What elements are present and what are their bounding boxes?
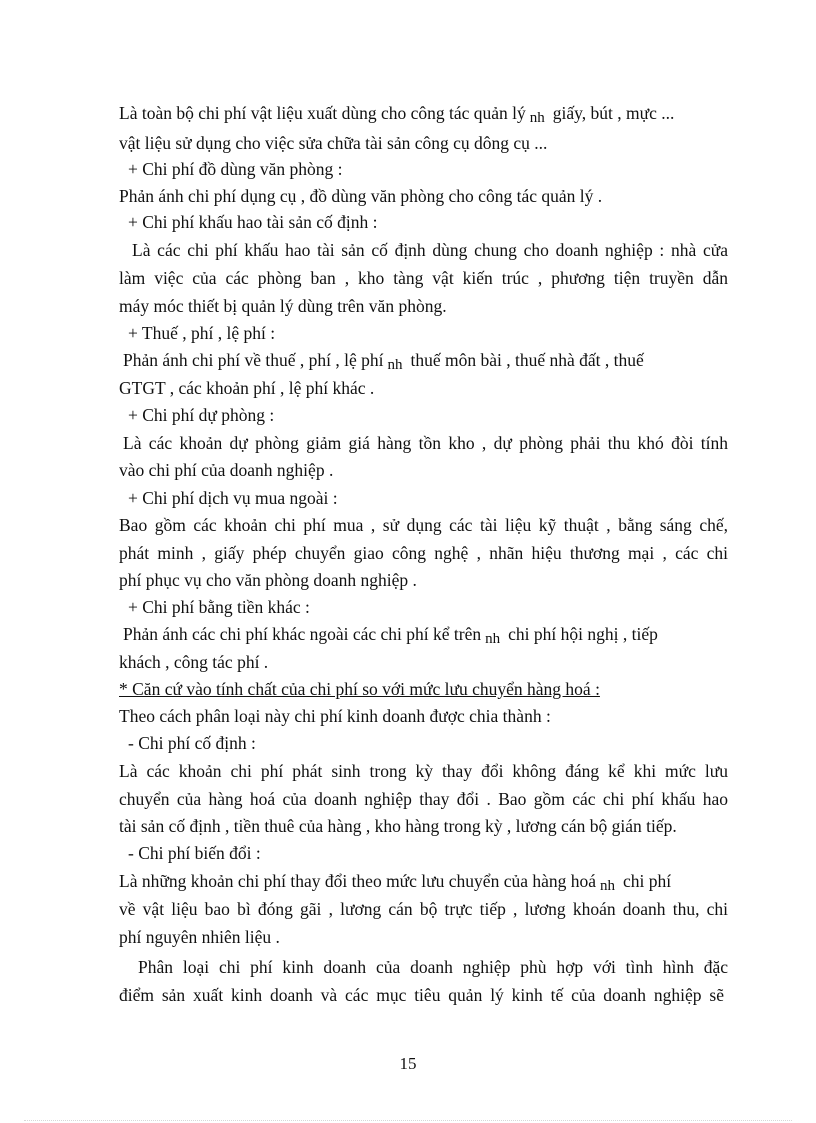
subheading: + Chi phí dịch vụ mua ngoài : <box>128 488 338 508</box>
body-line <box>123 623 658 647</box>
body-line: Là các khoản dự phòng giảm giá hàng tồn kho , dự phòng phải thu khó đòi tính <box>123 433 728 453</box>
subheading: + Thuế , phí , lệ phí : <box>128 323 276 343</box>
body-line: tài sản cố định , tiền thuê của hàng , kho hàng trong kỳ , lương cán bộ gián tiếp. <box>119 816 677 836</box>
body-line: vật liệu sử dụng cho việc sửa chữa tài sản công cụ dông cụ ... <box>119 133 548 153</box>
subheading: + Chi phí đồ dùng văn phòng : <box>128 159 343 179</box>
body-line: Phản ánh chi phí dụng cụ , đồ dùng văn phòng cho công tác quản lý . <box>119 186 603 206</box>
page-bottom-divider <box>24 1120 792 1121</box>
body-line: phí phục vụ cho văn phòng doanh nghiệp . <box>119 570 417 590</box>
body-line: máy móc thiết bị quản lý dùng trên văn phòng. <box>119 296 447 316</box>
subheading: + Chi phí dự phòng : <box>128 405 275 425</box>
inline-abbreviation: nh <box>529 110 545 126</box>
body-line: phí nguyên nhiên liệu . <box>119 927 280 947</box>
body-line: Là các khoản chi phí phát sinh trong kỳ thay đổi không đáng kể khi mức lưu <box>119 761 728 781</box>
page-number: 15 <box>399 1054 417 1073</box>
body-line <box>119 870 671 894</box>
body-line: Theo cách phân loại này chi phí kinh doanh được chia thành : <box>119 706 551 726</box>
line-text: Là những khoản chi phí thay đổi theo mức lưu chuyển của hàng hoá <box>119 871 597 891</box>
body-line: chuyển của hàng hoá của doanh nghiệp thay đổi . Bao gồm các chi phí khấu hao <box>119 789 728 809</box>
inline-abbreviation: nh <box>387 357 403 373</box>
inline-abbreviation: nh <box>485 631 501 647</box>
body-line <box>123 349 644 373</box>
body-line: làm việc của các phòng ban , kho tàng vật kiến trúc , phương tiện truyền dẫn <box>119 268 728 288</box>
subheading: + Chi phí bằng tiền khác : <box>128 597 310 617</box>
body-line: Phân loại chi phí kinh doanh của doanh nghiệp phù hợp với tình hình đặc <box>138 957 728 977</box>
body-line: khách , công tác phí . <box>119 652 269 672</box>
subheading: - Chi phí biến đổi : <box>128 843 261 863</box>
line-text: Là toàn bộ chi phí vật liệu xuất dùng cho công tác quản lý <box>119 103 526 123</box>
line-text: chi phí hội nghị , tiếp <box>508 624 658 644</box>
body-line: vào chi phí của doanh nghiệp . <box>119 460 334 480</box>
body-line: điểm sản xuất kinh doanh và các mục tiêu quản lý kinh tế của doanh nghiệp sẽ <box>119 985 724 1005</box>
subheading: + Chi phí khấu hao tài sản cố định : <box>128 212 378 232</box>
body-line: Bao gồm các khoản chi phí mua , sử dụng các tài liệu kỹ thuật , bằng sáng chế, <box>119 515 728 535</box>
subheading: - Chi phí cố định : <box>128 733 256 753</box>
body-line: GTGT , các khoản phí , lệ phí khác . <box>119 378 375 398</box>
body-line: phát minh , giấy phép chuyển giao công nghệ , nhãn hiệu thương mại , các chi <box>119 543 728 563</box>
line-text: Phản ánh chi phí về thuế , phí , lệ phí <box>123 350 384 370</box>
body-line: Là các chi phí khấu hao tài sản cố định dùng chung cho doanh nghiệp : nhà cửa <box>132 240 728 260</box>
line-text: giấy, bút , mực ... <box>552 103 675 123</box>
line-text: Phản ánh các chi phí khác ngoài các chi phí kể trên <box>123 624 482 644</box>
inline-abbreviation: nh <box>600 878 616 894</box>
line-text: thuế môn bài , thuế nhà đất , thuế <box>410 350 644 370</box>
body-line: về vật liệu bao bì đóng gãi , lương cán bộ trực tiếp , lương khoán doanh thu, chi <box>119 899 728 919</box>
body-line <box>119 102 674 126</box>
section-heading: * Căn cứ vào tính chất của chi phí so với mức lưu chuyển hàng hoá : <box>119 679 600 699</box>
line-text: chi phí <box>623 871 672 891</box>
